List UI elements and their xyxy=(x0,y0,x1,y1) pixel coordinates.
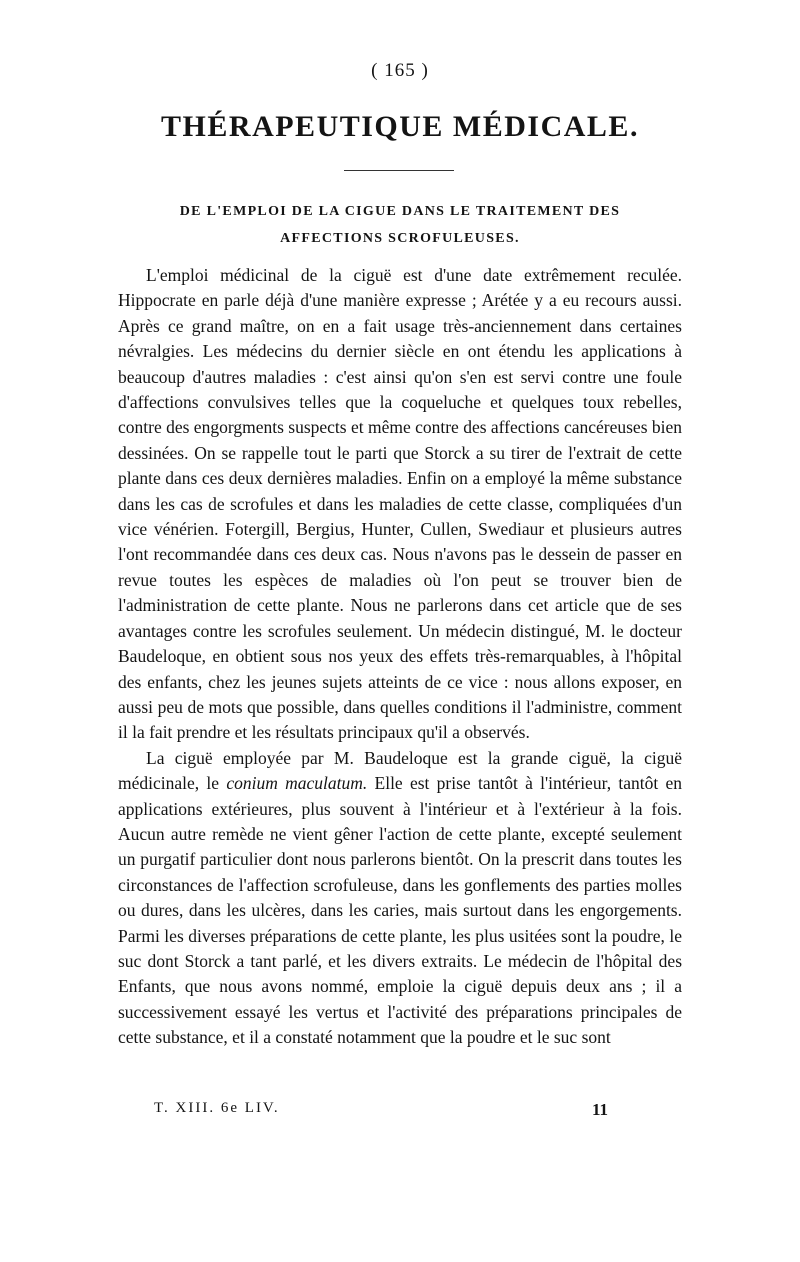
paragraph-2 xyxy=(118,746,682,1051)
footer-sheet-number: 11 xyxy=(592,1100,609,1119)
article-title-line-1: DE L'EMPLOI DE LA CIGUE DANS LE TRAITEMENT DES xyxy=(179,204,621,219)
section-title: THÉRAPEUTIQUE MÉDICALE. xyxy=(161,110,639,143)
paragraph-1: L'emploi médicinal de la ciguë est d'une date extrêmement reculée. Hippocrate en parle déjà d'une manière expresse ; Arétée y a eu recours aussi. Après ce grand maître, on en a fait usage très-anciennement dans certaines névralgies. Les médecins du dernier siècle en ont étendu les applications à beaucoup d'autres maladies : c'est ainsi qu'on s'en est servi contre une foule d'affections convulsives telles que la coqueluche et quelques toux rebelles, contre des engorgments suspects et même contre des affections cancéreuses bien dessinées. On se rappelle tout le parti que Storck a su tirer de l'extrait de cette plante dans ces deux dernières maladies. Enfin on a employé la même substance dans les cas de scrofules et dans les maladies de cette classe, compliquées d'un vice vénérien. Fotergill, Bergius, Hunter, Cullen, Swediaur et plusieurs autres l'ont recommandée dans ces deux cas. Nous n'avons pas le dessein de passer en revue toutes les espèces de maladies où l'on peut se trouver bien de l'administration de cette plante. Nous ne parlerons dans cet article que de ses avantages contre les scrofules seulement. Un médecin distingué, M. le docteur Baudeloque, en obtient sous nos yeux des effets très-remarquables, à l'hôpital des enfants, chez les jeunes sujets atteints de ce vice : nous allons exposer, en aussi peu de mots que possible, dans quelles conditions il l'administre, comment il la fait prendre et les résultats principaux qu'il a observés. xyxy=(118,265,683,743)
paragraph-2-text-start: La ciguë employée par M. Baudeloque est la grande ciguë, la ciguë médicinale, le xyxy=(118,747,682,794)
footer-signature: T. XIII. 6e LIV. xyxy=(154,1100,280,1116)
document-page xyxy=(118,0,682,1262)
paragraph-2-text-end: Elle est prise tantôt à l'intérieur, tantôt en applications extérieures, plus souvent à l'intérieur et à l'extérieur à la fois. Aucun autre remède ne vient gêner l'action de cette plante, excepté seulement un purgatif particulier dont nous parlerons bientôt. On la prescrit dans toutes les circonstances de l'affection scrofuleuse, dans les gonflements des parties molles ou dures, dans les ulcères, dans les caries, mais surtout dans les engorgements. Parmi les diverses préparations de cette plante, les plus usitées sont la poudre, le suc dont Storck a tant parlé, et les divers extraits. Le médecin de l'hôpital des Enfants, que nous avons nommé, emploie la ciguë depuis deux ans ; il a successivement essayé les vertus et l'activité des préparations principales de cette substance, et il a constaté notamment que la poudre et le suc sont xyxy=(118,773,682,1048)
latin-species-name: conium maculatum. xyxy=(226,773,368,794)
title-divider xyxy=(344,170,454,171)
article-body xyxy=(118,263,682,1051)
page-number: ( 165 ) xyxy=(371,60,429,81)
article-title xyxy=(118,198,682,252)
article-title-line-2: AFFECTIONS SCROFULEUSES. xyxy=(280,231,520,246)
